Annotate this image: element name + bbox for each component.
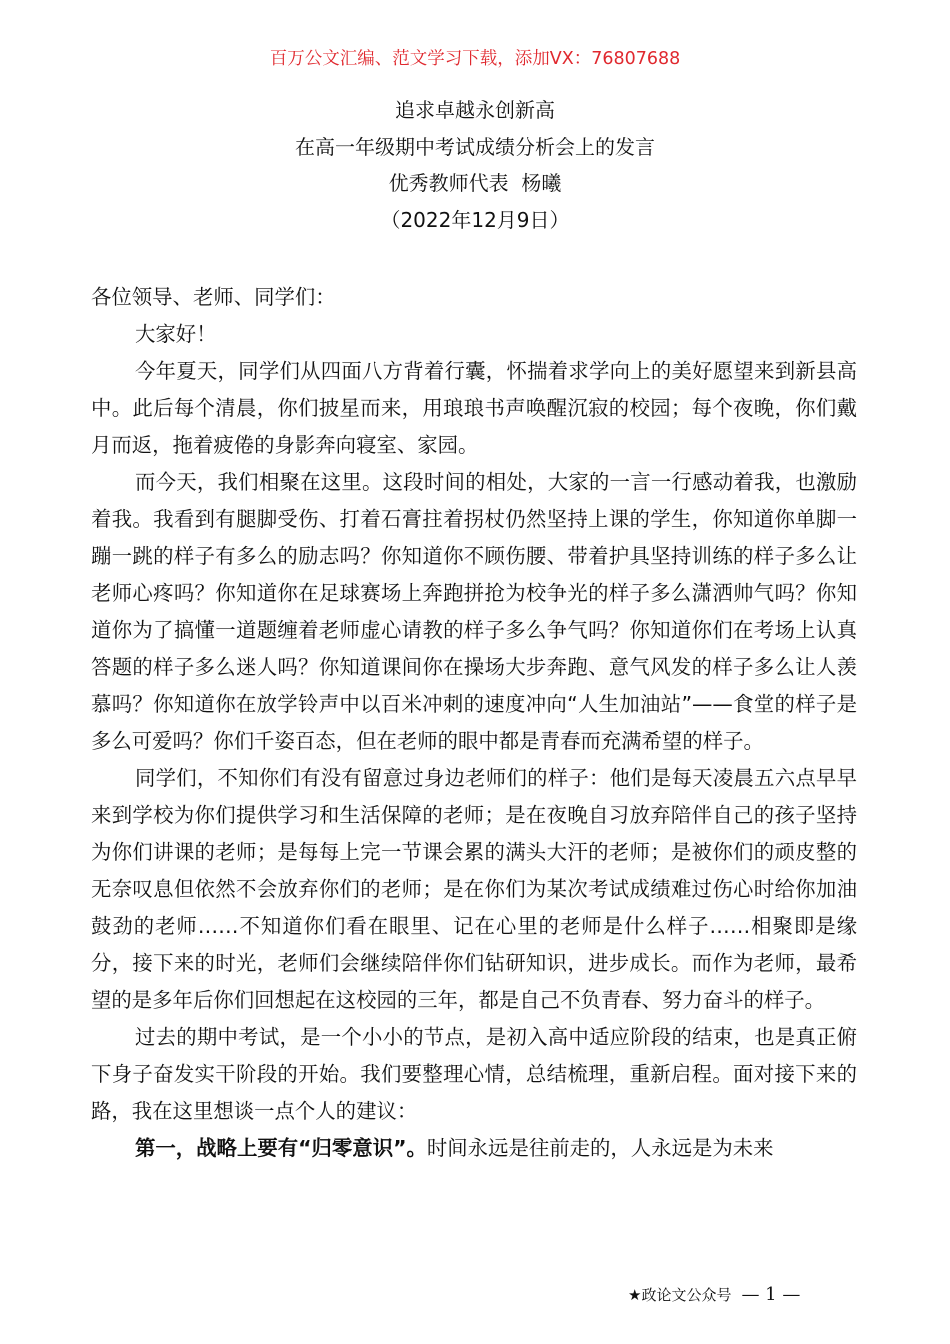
salutation: 各位领导、老师、同学们： bbox=[91, 285, 336, 309]
title-block bbox=[0, 92, 950, 238]
watermark-banner: 百万公文汇编、范文学习下载，添加VX：76807688 bbox=[269, 49, 681, 69]
document-title: 追求卓越永创新高 bbox=[395, 98, 555, 122]
page-footer bbox=[628, 1281, 800, 1309]
page-number: — 1 — bbox=[741, 1284, 801, 1305]
paragraph-1: 今年夏天，同学们从四面八方背着行囊，怀揣着求学向上的美好愿望来到新县高中。此后每个清晨，你们披星而来，用琅琅书声唤醒沉寂的校园；每个夜晚，你们戴月而返，拖着疲倦的身影奔向寝室、家园。 bbox=[91, 359, 857, 457]
paragraph-4: 过去的期中考试，是一个小小的节点，是初入高中适应阶段的结束，也是真正俯下身子奋发实干阶段的开始。我们要整理心情，总结梳理，重新启程。面对接下来的路，我在这里想谈一点个人的建议： bbox=[91, 1025, 857, 1123]
speech-body bbox=[91, 279, 857, 1167]
greeting: 大家好！ bbox=[135, 322, 217, 346]
paragraph-3: 同学们，不知你们有没有留意过身边老师们的样子：他们是每天凌晨五六点早早来到学校为你们提供学习和生活保障的老师；是在夜晚自习放弃陪伴自己的孩子坚持为你们讲课的老师；是每每上完一节课会累的满头大汗的老师；是被你们的顽皮整的无奈叹息但依然不会放弃你们的老师；是在你们为某次考试成绩难过伤心时给你加油鼓劲的老师……不知道你们看在眼里、记在心里的老师是什么样子……相聚即是缘分，接下来的时光，老师们会继续陪伴你们钻研知识，进步成长。而作为老师，最希望的是多年后你们回想起在这校园的三年，都是自己不负青春、努力奋斗的样子。 bbox=[91, 766, 857, 1012]
point-1-text: 时间永远是往前走的，人永远是为未来 bbox=[426, 1136, 774, 1160]
point-1-heading: 第一，战略上要有“归零意识”。 bbox=[135, 1136, 427, 1160]
document-subtitle: 在高一年级期中考试成绩分析会上的发言 bbox=[295, 134, 655, 159]
point-1 bbox=[91, 1130, 857, 1167]
speaker-line: 优秀教师代表 杨曦 bbox=[388, 171, 562, 195]
footer-source: ★政论文公众号 bbox=[628, 1286, 732, 1304]
speech-date: （2022年12月9日） bbox=[380, 207, 570, 232]
paragraph-2: 而今天，我们相聚在这里。这段时间的相处，大家的一言一行感动着我，也激励着我。我看到有腿脚受伤、打着石膏拄着拐杖仍然坚持上课的学生，你知道你单脚一蹦一跳的样子有多么的励志吗？你知道你不顾伤腰、带着护具坚持训练的样子多么让老师心疼吗？你知道你在足球赛场上奔跑拼抢为校争光的样子多么潇洒帅气吗？你知道你为了搞懂一道题缠着老师虚心请教的样子多么争气吗？你知道你们在考场上认真答题的样子多么迷人吗？你知道课间你在操场大步奔跑、意气风发的样子多么让人羡慕吗？你知道你在放学铃声中以百米冲刺的速度冲向“人生加油站”——食堂的样子是多么可爱吗？你们千姿百态，但在老师的眼中都是青春而充满希望的样子。 bbox=[91, 470, 857, 753]
